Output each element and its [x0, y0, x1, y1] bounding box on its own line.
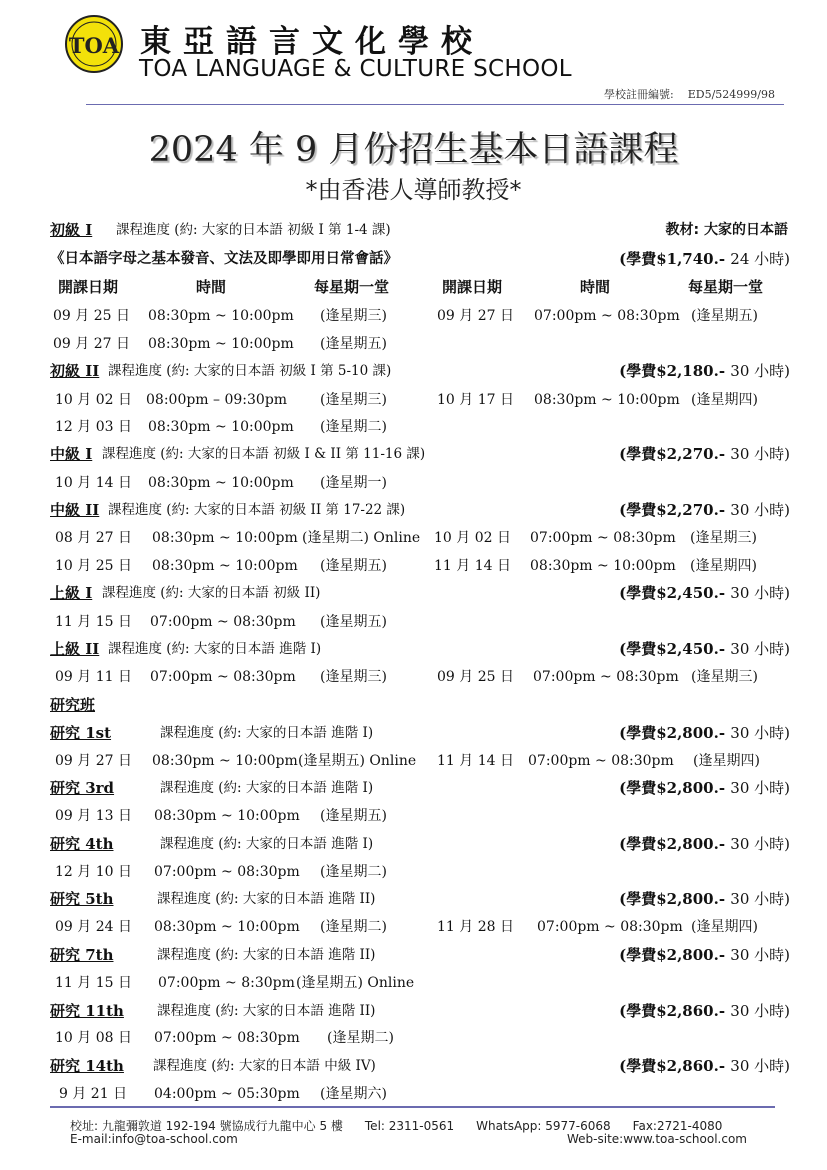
course-description: 《日本語字母之基本發音、文法及即學即用日常會話》: [50, 251, 398, 267]
session-time: 07:00pm ~ 08:30pm: [154, 864, 300, 880]
course-fee: (學費$2,450.- 30 小時): [619, 584, 790, 602]
session-day: (逢星期二): [327, 1030, 394, 1046]
course-header-row: [50, 722, 790, 748]
course-progress: 課程進度 (約: 大家的日本語 中級 IV): [153, 1058, 376, 1074]
session-row: [50, 1027, 790, 1053]
session-time: 07:00pm ~ 08:30pm: [530, 530, 676, 546]
session-time: 08:30pm ~ 10:00pm: [152, 753, 298, 769]
course-header-row: [50, 499, 790, 525]
course-fee: (學費$2,800.- 30 小時): [619, 835, 790, 853]
session-time: 08:30pm ~ 10:00pm: [152, 530, 298, 546]
course-fee: (學費$2,800.- 30 小時): [619, 724, 790, 742]
course-header-row: [50, 777, 790, 803]
session-day: (逢星期二) Online: [302, 530, 421, 546]
session-day: (逢星期五): [320, 558, 387, 574]
session-row: [50, 472, 790, 498]
course-level: 研究 4th: [50, 835, 114, 853]
footer-fax: Fax:2721-4080: [632, 1119, 723, 1133]
course-progress: 課程進度 (約: 大家的日本語 進階 I): [160, 780, 374, 796]
footer-website[interactable]: Web-site:www.toa-school.com: [566, 1132, 747, 1146]
session-row: [50, 389, 790, 415]
course-fee: (學費$2,270.- 30 小時): [619, 445, 790, 463]
course-progress: 課程進度 (約: 大家的日本語 初級 II 第 17-22 課): [108, 502, 406, 518]
session-row: [50, 305, 790, 331]
session-time: 07:00pm ~ 08:30pm: [150, 614, 296, 630]
header-divider: [86, 104, 784, 105]
course-level: 中級 II: [50, 501, 100, 519]
course-fee: (學費$2,450.- 30 小時): [619, 640, 790, 658]
footer-whatsapp: WhatsApp: 5977-6068: [476, 1119, 611, 1133]
session-time: 07:00pm ~ 08:30pm: [534, 308, 680, 324]
session-date: 12 月 03 日: [55, 419, 132, 435]
session-row: [50, 416, 790, 442]
column-header-row: [50, 276, 790, 302]
session-time: 08:30pm ~ 10:00pm: [148, 419, 294, 435]
session-date: 10 月 17 日: [437, 392, 514, 408]
session-day: (逢星期五) Online: [296, 975, 415, 991]
course-header-row: [50, 833, 790, 859]
session-date: 11 月 14 日: [437, 753, 514, 769]
session-time: 08:30pm ~ 10:00pm: [148, 308, 294, 324]
course-progress: 課程進度 (約: 大家的日本語 初級 I & II 第 11-16 課): [102, 446, 426, 462]
session-row: [50, 333, 790, 359]
course-level: 研究 14th: [50, 1057, 124, 1075]
course-header-row: [50, 360, 790, 386]
course-header-row: [50, 582, 790, 608]
footer-divider: [50, 1106, 775, 1108]
session-day: (逢星期三): [320, 308, 387, 324]
session-day: (逢星期二): [320, 919, 387, 935]
page-title: 2024 年 9 月份招生基本日語課程: [148, 130, 679, 170]
session-date: 09 月 11 日: [55, 669, 132, 685]
footer-address: 校址: 九龍彌敦道 192-194 號協成行九龍中心 5 樓: [70, 1119, 343, 1133]
column-header: 時間: [196, 278, 227, 296]
course-progress: 課程進度 (約: 大家的日本語 進階 I): [160, 725, 374, 741]
session-day: (逢星期五): [320, 614, 387, 630]
session-date: 10 月 08 日: [55, 1030, 132, 1046]
footer-tel: Tel: 2311-0561: [364, 1119, 455, 1133]
session-time: 07:00pm ~ 08:30pm: [537, 919, 683, 935]
session-row: [50, 666, 790, 692]
session-row: [50, 861, 790, 887]
course-level: 研究 7th: [50, 946, 114, 964]
course-level: 研究 11th: [50, 1002, 124, 1020]
course-level: 上級 I: [50, 584, 93, 602]
course-level: 上級 II: [50, 640, 100, 658]
section-heading-row: [50, 694, 790, 720]
course-header-row: [50, 1055, 790, 1081]
session-time: 08:30pm ~ 10:00pm: [154, 919, 300, 935]
registration-label: 學校註冊編號:: [604, 88, 674, 101]
course-level: 研究 1st: [50, 724, 112, 742]
session-day: (逢星期三): [320, 669, 387, 685]
session-date: 10 月 25 日: [55, 558, 132, 574]
textbook-label: 教材: 大家的日本語: [665, 222, 788, 238]
session-day: (逢星期二): [320, 419, 387, 435]
session-day: (逢星期四): [691, 919, 758, 935]
session-date: 12 月 10 日: [55, 864, 132, 880]
session-day: (逢星期四): [690, 558, 757, 574]
session-date: 9 月 21 日: [59, 1086, 128, 1102]
course-description-row: [50, 248, 790, 274]
course-progress: 課程進度 (約: 大家的日本語 進階 II): [157, 1003, 376, 1019]
course-header-row: [50, 1000, 790, 1026]
session-time: 07:00pm ~ 08:30pm: [528, 753, 674, 769]
session-date: 10 月 02 日: [434, 530, 511, 546]
session-day: (逢星期五): [320, 808, 387, 824]
session-date: 09 月 27 日: [437, 308, 514, 324]
course-fee: (學費$2,800.- 30 小時): [619, 890, 790, 908]
course-header-row: [50, 219, 790, 245]
course-fee: (學費$2,180.- 30 小時): [619, 362, 790, 380]
session-row: [50, 527, 790, 553]
course-fee: (學費$2,860.- 30 小時): [619, 1057, 790, 1075]
session-time: 08:30pm ~ 10:00pm: [534, 392, 680, 408]
session-day: (逢星期一): [320, 475, 387, 491]
school-name-zh: 東亞語言文化學校: [140, 24, 484, 60]
course-progress: 課程進度 (約: 大家的日本語 初級 I 第 1-4 課): [116, 222, 391, 238]
session-date: 11 月 14 日: [434, 558, 511, 574]
session-time: 07:00pm ~ 08:30pm: [154, 1030, 300, 1046]
session-time: 08:30pm ~ 10:00pm: [530, 558, 676, 574]
session-date: 11 月 28 日: [437, 919, 514, 935]
session-time: 08:30pm ~ 10:00pm: [148, 336, 294, 352]
column-header: 時間: [580, 278, 611, 296]
course-level: 研究 5th: [50, 890, 114, 908]
course-fee: (學費$1,740.- 24 小時): [619, 250, 790, 268]
column-header: 每星期一堂: [688, 278, 764, 296]
session-time: 07:00pm ~ 08:30pm: [533, 669, 679, 685]
session-day: (逢星期五) Online: [298, 753, 417, 769]
session-day: (逢星期六): [320, 1086, 387, 1102]
course-level: 中級 I: [50, 445, 93, 463]
course-level: 初級 I: [50, 221, 93, 239]
session-date: 09 月 25 日: [437, 669, 514, 685]
session-date: 10 月 02 日: [55, 392, 132, 408]
course-progress: 課程進度 (約: 大家的日本語 進階 I): [160, 836, 374, 852]
school-logo: [64, 14, 124, 74]
course-header-row: [50, 443, 790, 469]
session-date: 09 月 24 日: [55, 919, 132, 935]
session-day: (逢星期五): [320, 336, 387, 352]
session-date: 11 月 15 日: [55, 975, 132, 991]
session-row: [50, 805, 790, 831]
session-day: (逢星期三): [320, 392, 387, 408]
session-row: [50, 611, 790, 637]
session-row: [50, 555, 790, 581]
session-date: 09 月 27 日: [55, 753, 132, 769]
session-time: 04:00pm ~ 05:30pm: [154, 1086, 300, 1102]
session-row: [50, 916, 790, 942]
registration-value: ED5/524999/98: [687, 88, 775, 101]
session-date: 11 月 15 日: [55, 614, 132, 630]
column-header: 每星期一堂: [314, 278, 390, 296]
course-progress: 課程進度 (約: 大家的日本語 進階 II): [157, 947, 376, 963]
session-date: 09 月 25 日: [53, 308, 130, 324]
session-date: 10 月 14 日: [55, 475, 132, 491]
course-level: 研究 3rd: [50, 779, 115, 797]
session-date: 09 月 27 日: [53, 336, 130, 352]
session-row: [50, 972, 790, 998]
session-day: (逢星期四): [691, 392, 758, 408]
footer-email[interactable]: E-mail:info@toa-school.com: [70, 1132, 238, 1146]
session-time: 08:30pm ~ 10:00pm: [152, 558, 298, 574]
registration-number: [604, 86, 775, 102]
session-date: 09 月 13 日: [55, 808, 132, 824]
course-fee: (學費$2,270.- 30 小時): [619, 501, 790, 519]
session-time: 07:00pm ~ 8:30pm: [158, 975, 295, 991]
course-header-row: [50, 638, 790, 664]
research-heading: 研究班: [50, 696, 96, 714]
course-level: 初級 II: [50, 362, 100, 380]
course-progress: 課程進度 (約: 大家的日本語 初級 II): [102, 585, 321, 601]
session-time: 07:00pm ~ 08:30pm: [150, 669, 296, 685]
course-fee: (學費$2,800.- 30 小時): [619, 946, 790, 964]
school-name-en: TOA LANGUAGE & CULTURE SCHOOL: [139, 56, 572, 82]
course-progress: 課程進度 (約: 大家的日本語 進階 II): [157, 891, 376, 907]
column-header: 開課日期: [442, 278, 503, 296]
session-day: (逢星期三): [691, 669, 758, 685]
svg-text:TOA: TOA: [68, 33, 120, 58]
session-day: (逢星期三): [690, 530, 757, 546]
course-fee: (學費$2,800.- 30 小時): [619, 779, 790, 797]
page-subtitle: *由香港人導師教授*: [305, 176, 522, 204]
course-header-row: [50, 888, 790, 914]
course-header-row: [50, 944, 790, 970]
session-day: (逢星期二): [320, 864, 387, 880]
session-time: 08:00pm – 09:30pm: [146, 392, 288, 408]
course-progress: 課程進度 (約: 大家的日本語 進階 I): [108, 641, 322, 657]
session-day: (逢星期四): [693, 753, 760, 769]
course-progress: 課程進度 (約: 大家的日本語 初級 I 第 5-10 課): [108, 363, 392, 379]
session-row: [50, 750, 790, 776]
course-fee: (學費$2,860.- 30 小時): [619, 1002, 790, 1020]
session-day: (逢星期五): [691, 308, 758, 324]
session-date: 08 月 27 日: [55, 530, 132, 546]
session-time: 08:30pm ~ 10:00pm: [148, 475, 294, 491]
column-header: 開課日期: [58, 278, 119, 296]
session-time: 08:30pm ~ 10:00pm: [154, 808, 300, 824]
